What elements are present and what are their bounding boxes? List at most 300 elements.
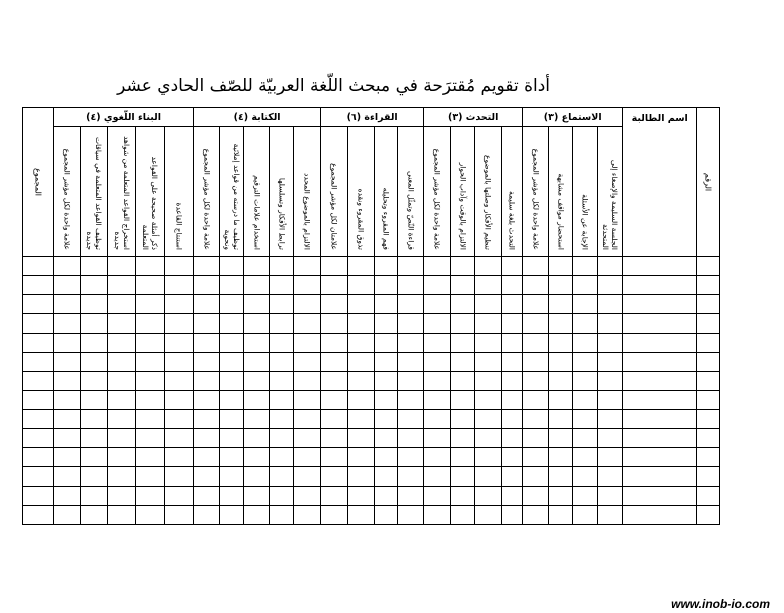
grade-cell[interactable]	[475, 352, 502, 371]
grade-cell[interactable]	[294, 410, 321, 429]
grade-cell[interactable]	[54, 429, 81, 448]
grade-cell[interactable]	[294, 276, 321, 295]
grade-cell[interactable]	[375, 333, 398, 352]
grade-cell[interactable]	[424, 276, 451, 295]
grade-cell[interactable]	[165, 352, 194, 371]
grade-cell[interactable]	[598, 429, 623, 448]
grade-cell[interactable]	[598, 410, 623, 429]
grade-cell[interactable]	[697, 295, 720, 314]
grade-cell[interactable]	[573, 505, 598, 524]
grade-cell[interactable]	[81, 276, 108, 295]
grade-cell[interactable]	[220, 429, 244, 448]
grade-cell[interactable]	[451, 410, 475, 429]
grade-cell[interactable]	[136, 352, 165, 371]
grade-cell[interactable]	[623, 371, 697, 390]
grade-cell[interactable]	[194, 505, 220, 524]
grade-cell[interactable]	[451, 352, 475, 371]
grade-cell[interactable]	[623, 505, 697, 524]
grade-cell[interactable]	[523, 352, 549, 371]
grade-cell[interactable]	[573, 429, 598, 448]
grade-cell[interactable]	[697, 257, 720, 276]
grade-cell[interactable]	[348, 333, 375, 352]
grade-cell[interactable]	[398, 352, 424, 371]
grade-cell[interactable]	[475, 429, 502, 448]
grade-cell[interactable]	[23, 467, 54, 486]
grade-cell[interactable]	[549, 448, 573, 467]
grade-cell[interactable]	[398, 314, 424, 333]
grade-cell[interactable]	[523, 429, 549, 448]
grade-cell[interactable]	[573, 333, 598, 352]
grade-cell[interactable]	[108, 257, 136, 276]
grade-cell[interactable]	[270, 352, 294, 371]
grade-cell[interactable]	[451, 295, 475, 314]
grade-cell[interactable]	[321, 390, 348, 409]
grade-cell[interactable]	[475, 467, 502, 486]
grade-cell[interactable]	[81, 429, 108, 448]
grade-cell[interactable]	[375, 505, 398, 524]
grade-cell[interactable]	[54, 486, 81, 505]
grade-cell[interactable]	[244, 295, 270, 314]
grade-cell[interactable]	[165, 257, 194, 276]
grade-cell[interactable]	[348, 352, 375, 371]
grade-cell[interactable]	[136, 410, 165, 429]
grade-cell[interactable]	[136, 314, 165, 333]
grade-cell[interactable]	[375, 314, 398, 333]
grade-cell[interactable]	[549, 352, 573, 371]
grade-cell[interactable]	[321, 467, 348, 486]
grade-cell[interactable]	[623, 390, 697, 409]
grade-cell[interactable]	[294, 295, 321, 314]
grade-cell[interactable]	[475, 505, 502, 524]
grade-cell[interactable]	[136, 333, 165, 352]
grade-cell[interactable]	[375, 295, 398, 314]
grade-cell[interactable]	[451, 390, 475, 409]
grade-cell[interactable]	[270, 257, 294, 276]
grade-cell[interactable]	[502, 257, 523, 276]
grade-cell[interactable]	[398, 505, 424, 524]
grade-cell[interactable]	[23, 410, 54, 429]
grade-cell[interactable]	[270, 505, 294, 524]
grade-cell[interactable]	[294, 371, 321, 390]
grade-cell[interactable]	[220, 333, 244, 352]
grade-cell[interactable]	[81, 371, 108, 390]
grade-cell[interactable]	[697, 448, 720, 467]
grade-cell[interactable]	[244, 486, 270, 505]
grade-cell[interactable]	[398, 333, 424, 352]
grade-cell[interactable]	[549, 276, 573, 295]
grade-cell[interactable]	[194, 390, 220, 409]
grade-cell[interactable]	[136, 448, 165, 467]
grade-cell[interactable]	[424, 448, 451, 467]
grade-cell[interactable]	[697, 429, 720, 448]
grade-cell[interactable]	[623, 448, 697, 467]
grade-cell[interactable]	[398, 390, 424, 409]
grade-cell[interactable]	[348, 257, 375, 276]
grade-cell[interactable]	[136, 257, 165, 276]
grade-cell[interactable]	[502, 352, 523, 371]
grade-cell[interactable]	[270, 314, 294, 333]
grade-cell[interactable]	[573, 410, 598, 429]
grade-cell[interactable]	[348, 448, 375, 467]
grade-cell[interactable]	[270, 467, 294, 486]
grade-cell[interactable]	[549, 295, 573, 314]
grade-cell[interactable]	[136, 390, 165, 409]
grade-cell[interactable]	[294, 448, 321, 467]
grade-cell[interactable]	[321, 486, 348, 505]
grade-cell[interactable]	[398, 448, 424, 467]
grade-cell[interactable]	[523, 295, 549, 314]
grade-cell[interactable]	[549, 467, 573, 486]
grade-cell[interactable]	[136, 467, 165, 486]
grade-cell[interactable]	[573, 467, 598, 486]
grade-cell[interactable]	[623, 295, 697, 314]
grade-cell[interactable]	[573, 295, 598, 314]
grade-cell[interactable]	[165, 429, 194, 448]
grade-cell[interactable]	[475, 295, 502, 314]
grade-cell[interactable]	[321, 448, 348, 467]
grade-cell[interactable]	[598, 295, 623, 314]
grade-cell[interactable]	[220, 276, 244, 295]
grade-cell[interactable]	[573, 371, 598, 390]
grade-cell[interactable]	[598, 314, 623, 333]
grade-cell[interactable]	[623, 467, 697, 486]
grade-cell[interactable]	[54, 257, 81, 276]
grade-cell[interactable]	[424, 410, 451, 429]
grade-cell[interactable]	[451, 467, 475, 486]
grade-cell[interactable]	[398, 486, 424, 505]
grade-cell[interactable]	[549, 333, 573, 352]
grade-cell[interactable]	[573, 352, 598, 371]
grade-cell[interactable]	[165, 333, 194, 352]
grade-cell[interactable]	[244, 371, 270, 390]
grade-cell[interactable]	[54, 505, 81, 524]
grade-cell[interactable]	[375, 429, 398, 448]
grade-cell[interactable]	[502, 467, 523, 486]
grade-cell[interactable]	[549, 410, 573, 429]
grade-cell[interactable]	[244, 314, 270, 333]
grade-cell[interactable]	[244, 410, 270, 429]
grade-cell[interactable]	[623, 276, 697, 295]
grade-cell[interactable]	[54, 390, 81, 409]
grade-cell[interactable]	[136, 429, 165, 448]
grade-cell[interactable]	[321, 352, 348, 371]
grade-cell[interactable]	[549, 390, 573, 409]
grade-cell[interactable]	[424, 314, 451, 333]
grade-cell[interactable]	[398, 429, 424, 448]
grade-cell[interactable]	[549, 505, 573, 524]
grade-cell[interactable]	[573, 257, 598, 276]
grade-cell[interactable]	[502, 429, 523, 448]
grade-cell[interactable]	[244, 505, 270, 524]
grade-cell[interactable]	[398, 467, 424, 486]
grade-cell[interactable]	[108, 390, 136, 409]
grade-cell[interactable]	[375, 390, 398, 409]
grade-cell[interactable]	[523, 390, 549, 409]
grade-cell[interactable]	[220, 352, 244, 371]
grade-cell[interactable]	[194, 371, 220, 390]
grade-cell[interactable]	[424, 429, 451, 448]
grade-cell[interactable]	[23, 390, 54, 409]
grade-cell[interactable]	[294, 333, 321, 352]
grade-cell[interactable]	[598, 505, 623, 524]
grade-cell[interactable]	[348, 314, 375, 333]
grade-cell[interactable]	[23, 352, 54, 371]
grade-cell[interactable]	[502, 505, 523, 524]
grade-cell[interactable]	[270, 333, 294, 352]
grade-cell[interactable]	[549, 257, 573, 276]
grade-cell[interactable]	[475, 276, 502, 295]
grade-cell[interactable]	[54, 371, 81, 390]
grade-cell[interactable]	[424, 486, 451, 505]
grade-cell[interactable]	[523, 486, 549, 505]
grade-cell[interactable]	[424, 371, 451, 390]
grade-cell[interactable]	[424, 467, 451, 486]
grade-cell[interactable]	[54, 467, 81, 486]
grade-cell[interactable]	[475, 390, 502, 409]
grade-cell[interactable]	[451, 505, 475, 524]
grade-cell[interactable]	[348, 429, 375, 448]
grade-cell[interactable]	[108, 505, 136, 524]
grade-cell[interactable]	[321, 505, 348, 524]
grade-cell[interactable]	[598, 352, 623, 371]
grade-cell[interactable]	[348, 390, 375, 409]
grade-cell[interactable]	[697, 410, 720, 429]
grade-cell[interactable]	[81, 333, 108, 352]
grade-cell[interactable]	[23, 505, 54, 524]
grade-cell[interactable]	[348, 467, 375, 486]
grade-cell[interactable]	[136, 486, 165, 505]
grade-cell[interactable]	[549, 486, 573, 505]
grade-cell[interactable]	[81, 410, 108, 429]
grade-cell[interactable]	[321, 295, 348, 314]
grade-cell[interactable]	[623, 314, 697, 333]
grade-cell[interactable]	[294, 352, 321, 371]
grade-cell[interactable]	[108, 314, 136, 333]
grade-cell[interactable]	[194, 352, 220, 371]
grade-cell[interactable]	[81, 352, 108, 371]
grade-cell[interactable]	[623, 352, 697, 371]
grade-cell[interactable]	[623, 486, 697, 505]
grade-cell[interactable]	[194, 410, 220, 429]
grade-cell[interactable]	[502, 276, 523, 295]
grade-cell[interactable]	[165, 371, 194, 390]
grade-cell[interactable]	[523, 505, 549, 524]
grade-cell[interactable]	[475, 410, 502, 429]
grade-cell[interactable]	[375, 371, 398, 390]
grade-cell[interactable]	[475, 257, 502, 276]
grade-cell[interactable]	[81, 257, 108, 276]
grade-cell[interactable]	[523, 333, 549, 352]
grade-cell[interactable]	[54, 448, 81, 467]
grade-cell[interactable]	[598, 371, 623, 390]
grade-cell[interactable]	[523, 314, 549, 333]
grade-cell[interactable]	[194, 333, 220, 352]
grade-cell[interactable]	[244, 429, 270, 448]
grade-cell[interactable]	[165, 314, 194, 333]
grade-cell[interactable]	[398, 371, 424, 390]
grade-cell[interactable]	[502, 390, 523, 409]
grade-cell[interactable]	[424, 390, 451, 409]
grade-cell[interactable]	[697, 467, 720, 486]
grade-cell[interactable]	[502, 410, 523, 429]
grade-cell[interactable]	[194, 448, 220, 467]
grade-cell[interactable]	[270, 390, 294, 409]
grade-cell[interactable]	[194, 257, 220, 276]
grade-cell[interactable]	[23, 295, 54, 314]
grade-cell[interactable]	[523, 448, 549, 467]
grade-cell[interactable]	[220, 314, 244, 333]
grade-cell[interactable]	[23, 448, 54, 467]
grade-cell[interactable]	[244, 467, 270, 486]
grade-cell[interactable]	[165, 448, 194, 467]
grade-cell[interactable]	[194, 314, 220, 333]
grade-cell[interactable]	[375, 448, 398, 467]
grade-cell[interactable]	[475, 486, 502, 505]
grade-cell[interactable]	[321, 333, 348, 352]
grade-cell[interactable]	[270, 295, 294, 314]
grade-cell[interactable]	[108, 371, 136, 390]
grade-cell[interactable]	[451, 314, 475, 333]
grade-cell[interactable]	[451, 486, 475, 505]
grade-cell[interactable]	[523, 467, 549, 486]
grade-cell[interactable]	[475, 371, 502, 390]
grade-cell[interactable]	[502, 448, 523, 467]
grade-cell[interactable]	[451, 371, 475, 390]
grade-cell[interactable]	[108, 448, 136, 467]
grade-cell[interactable]	[108, 429, 136, 448]
grade-cell[interactable]	[108, 295, 136, 314]
grade-cell[interactable]	[136, 276, 165, 295]
grade-cell[interactable]	[523, 257, 549, 276]
grade-cell[interactable]	[623, 333, 697, 352]
grade-cell[interactable]	[321, 410, 348, 429]
grade-cell[interactable]	[475, 314, 502, 333]
grade-cell[interactable]	[136, 371, 165, 390]
grade-cell[interactable]	[220, 467, 244, 486]
grade-cell[interactable]	[244, 448, 270, 467]
grade-cell[interactable]	[623, 257, 697, 276]
grade-cell[interactable]	[23, 314, 54, 333]
grade-cell[interactable]	[598, 257, 623, 276]
grade-cell[interactable]	[194, 429, 220, 448]
grade-cell[interactable]	[451, 429, 475, 448]
grade-cell[interactable]	[108, 467, 136, 486]
grade-cell[interactable]	[697, 371, 720, 390]
grade-cell[interactable]	[81, 467, 108, 486]
grade-cell[interactable]	[623, 429, 697, 448]
grade-cell[interactable]	[523, 410, 549, 429]
grade-cell[interactable]	[375, 352, 398, 371]
grade-cell[interactable]	[244, 257, 270, 276]
grade-cell[interactable]	[244, 352, 270, 371]
grade-cell[interactable]	[321, 257, 348, 276]
grade-cell[interactable]	[398, 276, 424, 295]
grade-cell[interactable]	[294, 429, 321, 448]
grade-cell[interactable]	[573, 276, 598, 295]
grade-cell[interactable]	[194, 295, 220, 314]
grade-cell[interactable]	[697, 390, 720, 409]
grade-cell[interactable]	[348, 276, 375, 295]
grade-cell[interactable]	[194, 276, 220, 295]
grade-cell[interactable]	[54, 352, 81, 371]
grade-cell[interactable]	[270, 448, 294, 467]
grade-cell[interactable]	[244, 390, 270, 409]
grade-cell[interactable]	[244, 276, 270, 295]
grade-cell[interactable]	[270, 371, 294, 390]
grade-cell[interactable]	[81, 448, 108, 467]
grade-cell[interactable]	[81, 486, 108, 505]
grade-cell[interactable]	[81, 314, 108, 333]
grade-cell[interactable]	[375, 257, 398, 276]
grade-cell[interactable]	[549, 429, 573, 448]
grade-cell[interactable]	[321, 371, 348, 390]
grade-cell[interactable]	[165, 390, 194, 409]
grade-cell[interactable]	[451, 333, 475, 352]
grade-cell[interactable]	[375, 467, 398, 486]
grade-cell[interactable]	[23, 486, 54, 505]
grade-cell[interactable]	[523, 371, 549, 390]
grade-cell[interactable]	[54, 295, 81, 314]
grade-cell[interactable]	[623, 410, 697, 429]
grade-cell[interactable]	[697, 505, 720, 524]
grade-cell[interactable]	[220, 505, 244, 524]
grade-cell[interactable]	[23, 333, 54, 352]
grade-cell[interactable]	[502, 371, 523, 390]
grade-cell[interactable]	[451, 448, 475, 467]
grade-cell[interactable]	[165, 295, 194, 314]
grade-cell[interactable]	[502, 486, 523, 505]
grade-cell[interactable]	[451, 257, 475, 276]
grade-cell[interactable]	[598, 333, 623, 352]
grade-cell[interactable]	[348, 295, 375, 314]
grade-cell[interactable]	[398, 410, 424, 429]
grade-cell[interactable]	[375, 410, 398, 429]
grade-cell[interactable]	[475, 448, 502, 467]
grade-cell[interactable]	[81, 505, 108, 524]
grade-cell[interactable]	[23, 276, 54, 295]
grade-cell[interactable]	[220, 448, 244, 467]
grade-cell[interactable]	[220, 257, 244, 276]
grade-cell[interactable]	[54, 410, 81, 429]
grade-cell[interactable]	[451, 276, 475, 295]
grade-cell[interactable]	[573, 486, 598, 505]
grade-cell[interactable]	[220, 486, 244, 505]
grade-cell[interactable]	[424, 505, 451, 524]
grade-cell[interactable]	[165, 467, 194, 486]
grade-cell[interactable]	[54, 314, 81, 333]
grade-cell[interactable]	[220, 390, 244, 409]
grade-cell[interactable]	[697, 276, 720, 295]
grade-cell[interactable]	[108, 333, 136, 352]
grade-cell[interactable]	[598, 486, 623, 505]
grade-cell[interactable]	[475, 333, 502, 352]
grade-cell[interactable]	[321, 429, 348, 448]
grade-cell[interactable]	[23, 257, 54, 276]
grade-cell[interactable]	[549, 314, 573, 333]
grade-cell[interactable]	[136, 295, 165, 314]
grade-cell[interactable]	[573, 314, 598, 333]
grade-cell[interactable]	[697, 333, 720, 352]
grade-cell[interactable]	[244, 333, 270, 352]
grade-cell[interactable]	[81, 295, 108, 314]
grade-cell[interactable]	[398, 257, 424, 276]
grade-cell[interactable]	[348, 371, 375, 390]
grade-cell[interactable]	[348, 486, 375, 505]
grade-cell[interactable]	[270, 486, 294, 505]
grade-cell[interactable]	[375, 486, 398, 505]
grade-cell[interactable]	[220, 410, 244, 429]
grade-cell[interactable]	[398, 295, 424, 314]
